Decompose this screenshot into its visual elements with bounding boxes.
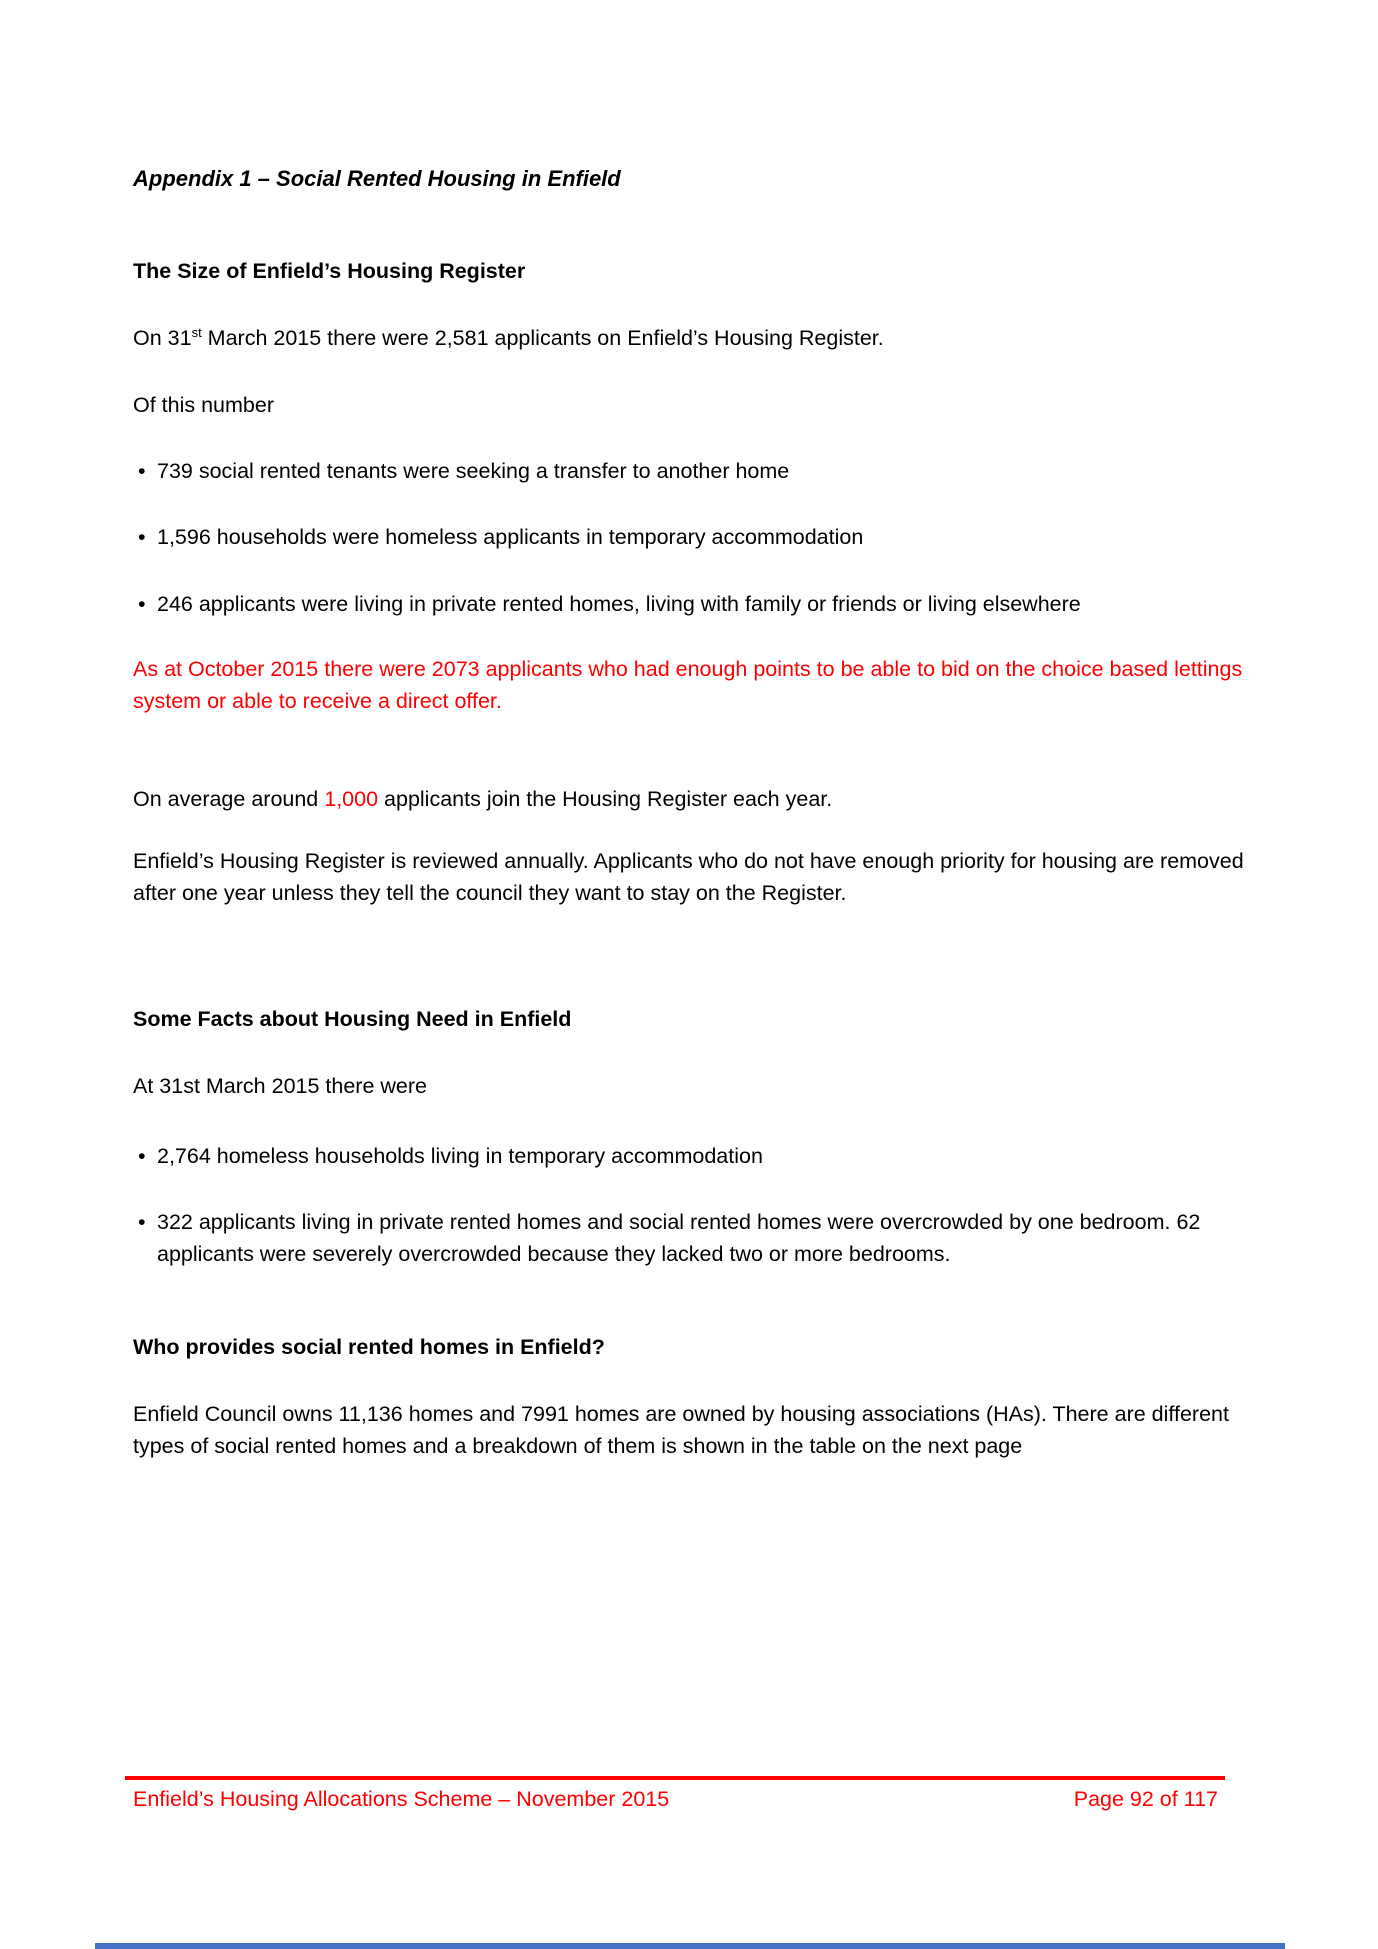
- providers-paragraph: Enfield Council owns 11,136 homes and 7991 homes are owned by housing associations (HAs). There are different types of social rented homes and a breakdown of them is shown in the table on the next page: [133, 1402, 1229, 1458]
- list-item: [133, 1140, 1248, 1172]
- bullet-text-overcrowded: 322 applicants living in private rented homes and social rented homes were overcrowded by one bedroom. 62 applicants were severely overcrowded because they lacked two or more bedrooms.: [157, 1210, 1201, 1266]
- register-intro-post: March 2015 there were 2,581 applicants on Enfield’s Housing Register.: [201, 326, 884, 350]
- list-item: [133, 455, 1248, 487]
- bullet-icon: [133, 1140, 157, 1172]
- footer-document-title: Enfield’s Housing Allocations Scheme – November 2015: [133, 1787, 670, 1811]
- bullet-text-transfers: 739 social rented tenants were seeking a transfer to another home: [157, 459, 790, 483]
- footer-divider: [125, 1776, 1225, 1780]
- bullet-text-temporary-accommodation: 2,764 homeless households living in temporary accommodation: [157, 1144, 763, 1168]
- average-paragraph: [133, 783, 1248, 815]
- average-post: applicants join the Housing Register each year.: [378, 787, 833, 811]
- of-this-number-paragraph: Of this number: [133, 393, 274, 417]
- review-paragraph: Enfield’s Housing Register is reviewed annually. Applicants who do not have enough priority for housing are removed after one year unless they tell the council they want to stay on the Register.: [133, 849, 1244, 905]
- page-footer: [133, 1784, 1218, 1814]
- list-item: [133, 1206, 1248, 1270]
- average-pre: On average around: [133, 787, 325, 811]
- register-intro-paragraph: [133, 322, 1248, 354]
- bullet-icon: [133, 455, 157, 487]
- bullet-text-private-rented: 246 applicants were living in private rented homes, living with family or friends or living elsewhere: [157, 592, 1081, 616]
- average-value: 1,000: [324, 787, 379, 811]
- bullet-icon: [133, 521, 157, 553]
- ordinal-superscript: st: [191, 324, 202, 340]
- list-item: [133, 521, 1248, 553]
- bullet-icon: [133, 1206, 157, 1238]
- register-section-heading: The Size of Enfield’s Housing Register: [133, 259, 526, 283]
- october-note-paragraph: As at October 2015 there were 2073 applicants who had enough points to be able to bid on the choice based lettings system or able to receive a direct offer.: [133, 657, 1243, 713]
- footer-page-number: Page 92 of 117: [1073, 1787, 1218, 1811]
- page-content: [133, 0, 1248, 1462]
- facts-section-heading: Some Facts about Housing Need in Enfield: [133, 1007, 572, 1031]
- bullet-text-homeless: 1,596 households were homeless applicants in temporary accommodation: [157, 525, 864, 549]
- list-item: [133, 588, 1248, 620]
- bullet-icon: [133, 588, 157, 620]
- facts-intro-paragraph: At 31st March 2015 there were: [133, 1074, 427, 1098]
- bottom-blue-bar: [95, 1943, 1285, 1949]
- providers-section-heading: Who provides social rented homes in Enfield?: [133, 1335, 605, 1359]
- register-intro-pre: On 31: [133, 326, 192, 350]
- appendix-title: Appendix 1 – Social Rented Housing in Enfield: [133, 166, 621, 191]
